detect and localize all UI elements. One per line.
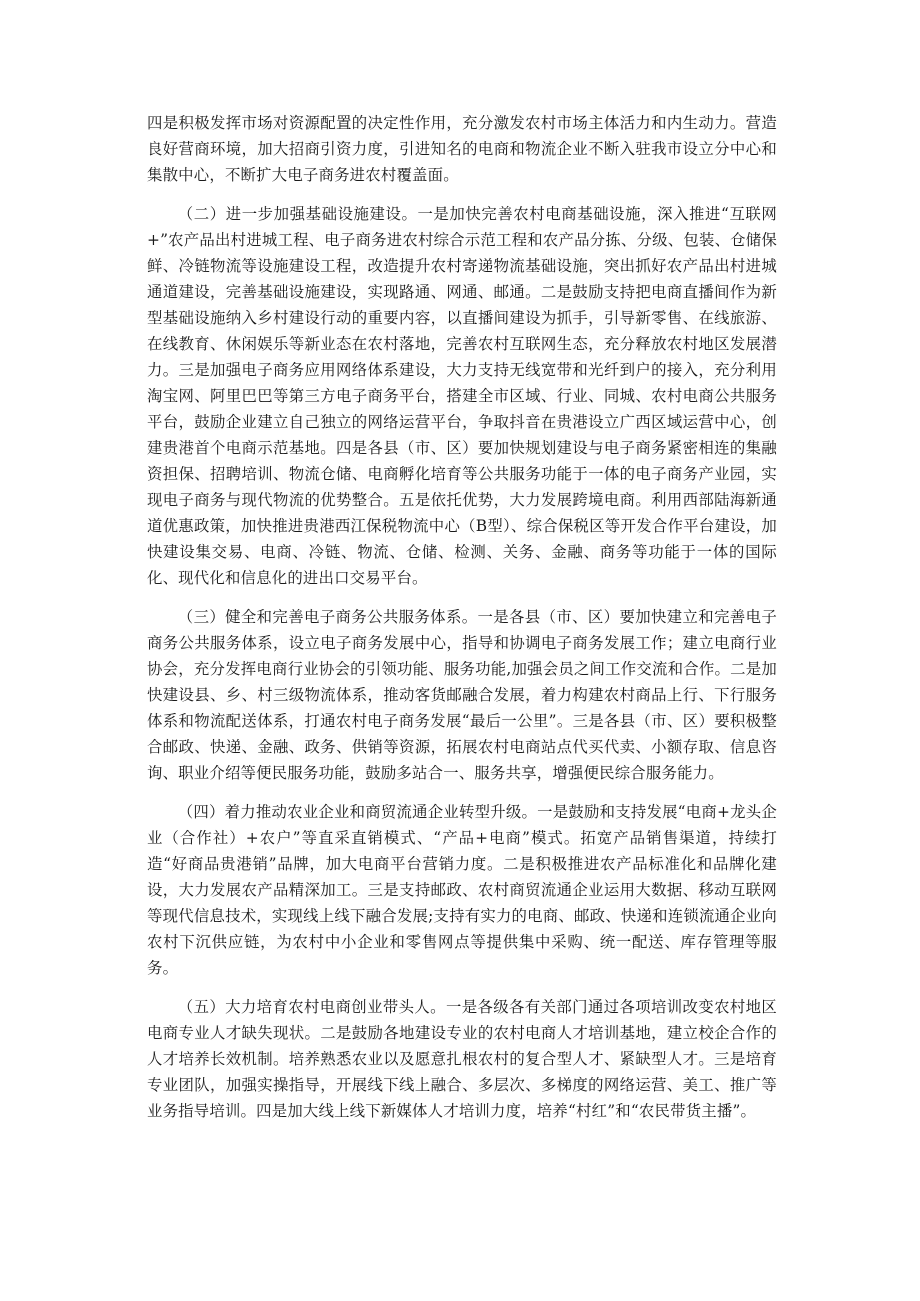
paragraph-public-service: （三）健全和完善电子商务公共服务体系。一是各县（市、区）要加快建立和完善电子商务公共服务体系，设立电子商务发展中心，指导和协调电子商务发展工作；建立电商行业协会，充分发挥电商行业协会的引领功能、服务功能,加强会员之间工作交流和合作。二是加快建设县、乡、村三级物流体系，推动客货邮融合发展，着力构建农村商品上行、下行服务体系和物流配送体系，打通农村电子商务发展“最后一公里”。三是各县（市、区）要积极整合邮政、快递、金融、政务、供销等资源，拓展农村电商站点代买代卖、小额存取、信息咨询、职业介绍等便民服务功能，鼓励多站合一、服务共享，增强便民综合服务能力。 [147, 608, 777, 782]
paragraph-talent-cultivation: （五）大力培育农村电商创业带头人。一是各级各有关部门通过各项培训改变农村地区电商专业人才缺失现状。二是鼓励各地建设专业的农村电商人才培训基地，建立校企合作的人才培养长效机制。培养熟悉农业以及愿意扎根农村的复合型人才、紧缺型人才。三是培育专业团队，加强实操指导，开展线下线上融合、多层次、多梯度的网络运营、美工、推广等业务指导培训。四是加大线上线下新媒体人才培训力度，培养“村红”和“农民带货主播”。 [147, 998, 777, 1120]
document-page [147, 110, 777, 1124]
paragraph-enterprise-upgrade: （四）着力推动农业企业和商贸流通企业转型升级。一是鼓励和支持发展“电商+龙头企业（合作社）+农户”等直采直销模式、“产品+电商”模式。拓宽产品销售渠道，持续打造“好商品贵港销”品牌，加大电商平台营销力度。二是积极推进农产品标准化和品牌化建设，大力发展农产品精深加工。三是支持邮政、农村商贸流通企业运用大数据、移动互联网等现代信息技术，实现线上线下融合发展;支持有实力的电商、邮政、快递和连锁流通企业向农村下沉供应链，为农村中小企业和零售网点等提供集中采购、统一配送、库存管理等服务。 [147, 803, 777, 977]
paragraph-market-role: 四是积极发挥市场对资源配置的决定性作用，充分激发农村市场主体活力和内生动力。营造良好营商环境，加大招商引资力度，引进知名的电商和物流企业不断入驻我市设立分中心和集散中心，不断扩大电子商务进农村覆盖面。 [147, 114, 777, 184]
paragraph-infrastructure: （二）进一步加强基础设施建设。一是加快完善农村电商基础设施，深入推进“互联网+”农产品出村进城工程、电子商务进农村综合示范工程和农产品分拣、分级、包装、仓储保鲜、冷链物流等设施建设工程，改造提升农村寄递物流基础设施，突出抓好农产品出村进城通道建设，完善基础设施建设，实现路通、网通、邮通。二是鼓励支持把电商直播间作为新型基础设施纳入乡村建设行动的重要内容，以直播间建设为抓手，引导新零售、在线旅游、在线教育、休闲娱乐等新业态在农村落地，完善农村互联网生态，充分释放农村地区发展潜力。三是加强电子商务应用网络体系建设，大力支持无线宽带和光纤到户的接入，充分利用淘宝网、阿里巴巴等第三方电子商务平台，搭建全市区域、行业、同城、农村电商公共服务平台，鼓励企业建立自己独立的网络运营平台，争取抖音在贵港设立广西区域运营中心，创建贵港首个电商示范基地。四是各县（市、区）要加快规划建设与电子商务紧密相连的集融资担保、招聘培训、物流仓储、电商孵化培育等公共服务功能于一体的电子商务产业园，实现电子商务与现代物流的优势整合。五是依托优势，大力发展跨境电商。利用西部陆海新通道优惠政策，加快推进贵港西江保税物流中心（B型）、综合保税区等开发合作平台建设，加快建设集交易、电商、冷链、物流、仓储、检测、关务、金融、商务等功能于一体的国际化、现代化和信息化的进出口交易平台。 [147, 205, 777, 587]
